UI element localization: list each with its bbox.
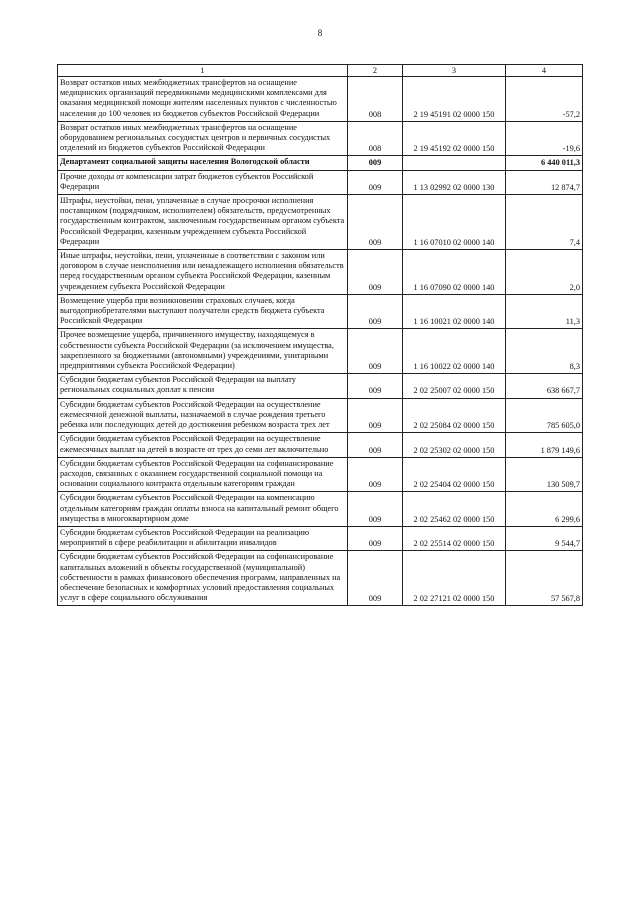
row-name-text: Субсидии бюджетам субъектов Российской Федерации на компенсацию отдельным категориям граждан оплаты взноса на капитальный ремонт общего имущества в многоквартирном доме: [60, 493, 339, 523]
row-name-text: Возмещение ущерба при возникновении страховых случаев, когда выгодоприобретателями выступают получатели средств бюджета субъекта Российской Федерации: [60, 295, 325, 326]
row-name-text: Штрафы, неустойки, пени, уплаченные в случае просрочки исполнения поставщиком (подрядчиком, исполнителем) обязательств, предусмотренных государственным контрактом, заключенным государственным органом субъекта Российской Федерации, казенным учреждением субъекта Российской Федерации: [60, 196, 345, 246]
row-admin-code-cell: 009: [348, 457, 403, 492]
row-name-text: Иные штрафы, неустойки, пени, уплаченные в соответствии с законом или договором в случае неисполнения или ненадлежащего исполнения обязательств перед государственным органом субъекта Российской Федерации, казенным учреждением субъекта Российской Федерации: [60, 251, 344, 291]
row-classification-code-cell: 1 16 10022 02 0000 140: [403, 329, 506, 374]
table-row: [58, 121, 583, 156]
row-amount-cell: 1 879 149,6: [506, 433, 583, 457]
row-classification-code-cell: 2 19 45192 02 0000 150: [403, 121, 506, 156]
table-row: [58, 457, 583, 492]
table-row: [58, 195, 583, 250]
row-classification-code-cell: 2 02 25084 02 0000 150: [403, 398, 506, 433]
row-name-text: Департамент социальной защиты населения Вологодской области: [60, 157, 310, 167]
row-name-cell: [58, 492, 348, 527]
row-name-cell: [58, 374, 348, 398]
row-classification-code-cell: 2 02 25302 02 0000 150: [403, 433, 506, 457]
row-name-cell: [58, 526, 348, 550]
row-admin-code-cell: 009: [348, 250, 403, 295]
row-amount-cell: 785 605,0: [506, 398, 583, 433]
row-name-text: Прочее возмещение ущерба, причиненного имуществу, находящемуся в собственности субъекта Российской Федерации (за исключением имущества, закрепленного за бюджетными (автономными) учреждениями, унитарными предприятиями субъекта Российской Федерации): [60, 330, 334, 371]
row-name-text: Субсидии бюджетам субъектов Российской Федерации на осуществление ежемесячной денежной выплаты, назначаемой в случае рождения третьего ребенка или последующих детей до достижения ребенком возраста трех лет: [60, 399, 330, 430]
row-classification-code-cell: 1 16 07010 02 0000 140: [403, 195, 506, 250]
row-amount-cell: 6 299,6: [506, 492, 583, 527]
row-classification-code-cell: 1 13 02992 02 0000 130: [403, 170, 506, 194]
row-classification-code-cell: 2 02 25514 02 0000 150: [403, 526, 506, 550]
row-amount-cell: 9 544,7: [506, 526, 583, 550]
header-col-3: 3: [403, 65, 506, 77]
table-row: [58, 526, 583, 550]
header-col-4: 4: [506, 65, 583, 77]
row-name-cell: [58, 77, 348, 122]
row-admin-code-cell: 008: [348, 121, 403, 156]
row-classification-code-cell: 2 02 25462 02 0000 150: [403, 492, 506, 527]
row-classification-code-cell: 2 19 45191 02 0000 150: [403, 77, 506, 122]
header-col-2: 2: [348, 65, 403, 77]
row-name-text: Субсидии бюджетам субъектов Российской Федерации на софинансирование расходов, связанных с оказанием государственной социальной помощи на основании социального контракта отдельным категориям граждан: [60, 458, 334, 489]
row-admin-code-cell: 009: [348, 294, 403, 329]
row-name-cell: [58, 250, 348, 295]
row-admin-code-cell: 009: [348, 492, 403, 527]
row-amount-cell: 130 509,7: [506, 457, 583, 492]
row-amount-cell: 6 440 011,3: [506, 156, 583, 170]
table-row: [58, 250, 583, 295]
row-admin-code-cell: 009: [348, 398, 403, 433]
table-row: [58, 77, 583, 122]
row-amount-cell: 11,3: [506, 294, 583, 329]
row-amount-cell: 638 667,7: [506, 374, 583, 398]
row-amount-cell: 12 874,7: [506, 170, 583, 194]
row-amount-cell: -19,6: [506, 121, 583, 156]
row-classification-code-cell: 1 16 10021 02 0000 140: [403, 294, 506, 329]
row-name-text: Субсидии бюджетам субъектов Российской Федерации на выплату региональных социальных доплат к пенсии: [60, 375, 296, 395]
row-amount-cell: 57 567,8: [506, 551, 583, 606]
row-admin-code-cell: 008: [348, 77, 403, 122]
row-name-text: Субсидии бюджетам субъектов Российской Федерации на осуществление ежемесячных выплат на детей в возрасте от трех до семи лет включительно: [60, 434, 329, 454]
row-admin-code-cell: 009: [348, 433, 403, 457]
row-name-cell: [58, 433, 348, 457]
row-name-cell: [58, 156, 348, 170]
table-row: [58, 329, 583, 374]
table-row: [58, 433, 583, 457]
row-name-cell: [58, 170, 348, 194]
row-classification-code-cell: 2 02 25007 02 0000 150: [403, 374, 506, 398]
row-admin-code-cell: 009: [348, 195, 403, 250]
row-admin-code-cell: 009: [348, 374, 403, 398]
table-row: [58, 492, 583, 527]
table-row: [58, 156, 583, 170]
row-name-cell: [58, 398, 348, 433]
row-classification-code-cell: [403, 156, 506, 170]
row-amount-cell: -57,2: [506, 77, 583, 122]
row-admin-code-cell: 009: [348, 156, 403, 170]
row-admin-code-cell: 009: [348, 551, 403, 606]
row-classification-code-cell: 2 02 27121 02 0000 150: [403, 551, 506, 606]
row-name-text: Субсидии бюджетам субъектов Российской Федерации на софинансирование капитальных вложений в объекты государственной (муниципальной) собственности в рамках финансового обеспечения программ, направленных на обеспечение безопасных и комфортных условий предоставления социальных услуг в сфере социального обслуживания: [60, 552, 341, 603]
header-col-1: 1: [58, 65, 348, 77]
row-name-text: Субсидии бюджетам субъектов Российской Федерации на реализацию мероприятий в сфере реабилитации и абилитации инвалидов: [60, 527, 310, 548]
header-row: [58, 65, 583, 77]
row-admin-code-cell: 009: [348, 526, 403, 550]
row-name-cell: [58, 551, 348, 606]
table-row: [58, 398, 583, 433]
row-classification-code-cell: 2 02 25404 02 0000 150: [403, 457, 506, 492]
table-row: [58, 294, 583, 329]
table-row: [58, 374, 583, 398]
row-amount-cell: 2,0: [506, 250, 583, 295]
row-name-cell: [58, 329, 348, 374]
row-name-text: Возврат остатков иных межбюджетных трансфертов на оснащение медицинских организаций передвижными медицинскими комплексами для оказания медицинской помощи жителям населенных пунктов с численностью населения до 100 человек из бюджетов субъектов Российской Федерации: [60, 78, 337, 118]
budget-revenue-table: [57, 64, 583, 606]
row-name-cell: [58, 195, 348, 250]
table-row: [58, 551, 583, 606]
row-name-text: Возврат остатков иных межбюджетных трансфертов на оснащение оборудованием региональных сосудистых центров и первичных сосудистых отделений из бюджетов субъектов Российской Федерации: [60, 122, 331, 153]
row-admin-code-cell: 009: [348, 329, 403, 374]
row-amount-cell: 7,4: [506, 195, 583, 250]
row-admin-code-cell: 009: [348, 170, 403, 194]
table-row: [58, 170, 583, 194]
row-amount-cell: 8,3: [506, 329, 583, 374]
page-number: 8: [317, 28, 323, 38]
row-name-text: Прочие доходы от компенсации затрат бюджетов субъектов Российской Федерации: [60, 171, 314, 191]
row-name-cell: [58, 294, 348, 329]
row-name-cell: [58, 121, 348, 156]
row-classification-code-cell: 1 16 07090 02 0000 140: [403, 250, 506, 295]
row-name-cell: [58, 457, 348, 492]
